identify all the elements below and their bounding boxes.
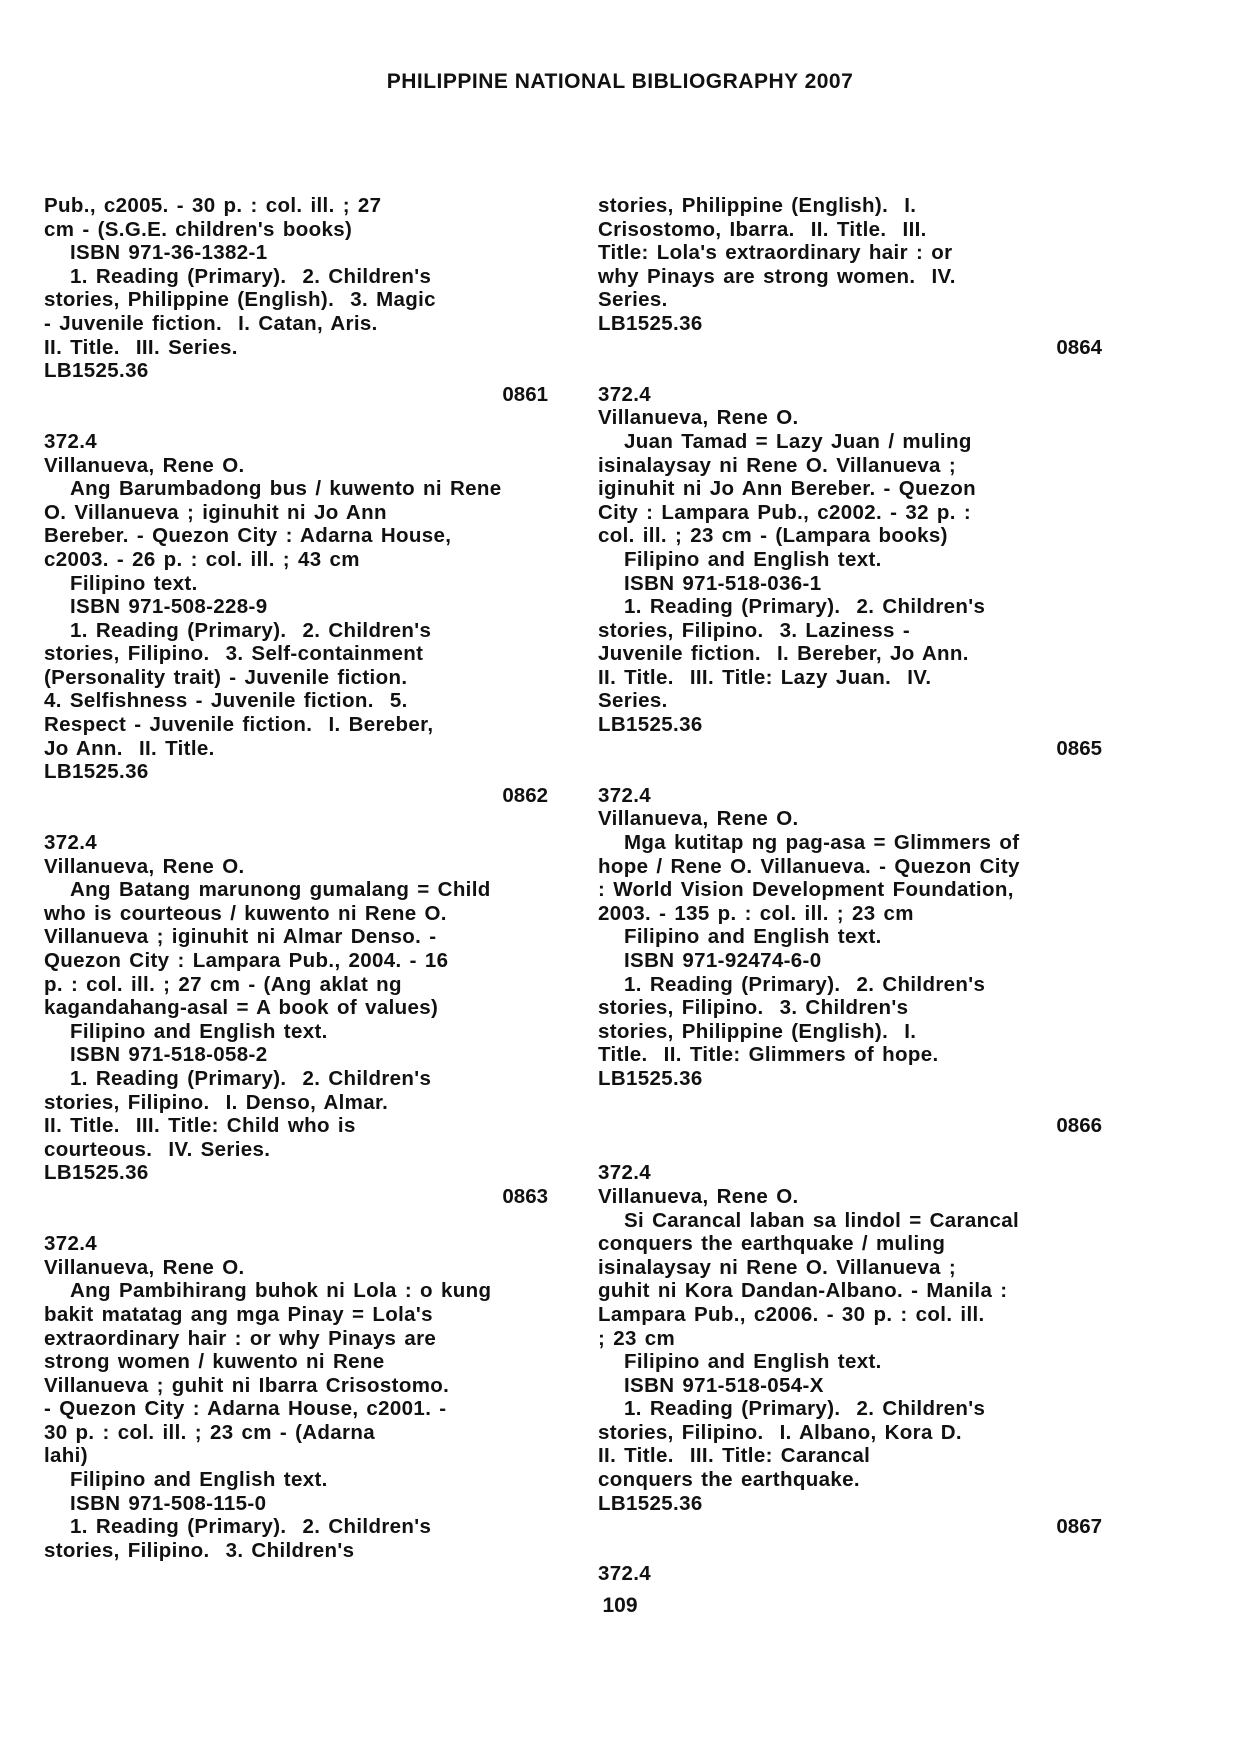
entry-line: 372.4 [598,382,652,406]
entry-line: 372.4 [598,783,652,807]
entry-line: II. Title. III. Title: Carancal [598,1444,871,1468]
entry-line: courteous. IV. Series. [44,1137,271,1161]
entry-line: strong women / kuwento ni Rene [44,1350,385,1374]
entry-line: c2003. - 26 p. : col. ill. ; 43 cm [44,547,360,571]
entry-number: 0864 [1056,335,1102,359]
entry-line: Filipino and English text. [624,1350,882,1374]
entry-line: Ang Barumbadong bus / kuwento ni Rene [70,477,502,501]
entry-number: 0863 [502,1184,548,1208]
blank-line [44,1209,554,1233]
entry-line: ; 23 cm [598,1326,676,1350]
entry-line: stories, Filipino. I. Denso, Almar. [44,1090,389,1114]
entry-line: - Quezon City : Adarna House, c2001. - [44,1397,447,1421]
entry-number: 0866 [1056,1114,1102,1138]
entry-line: Filipino text. [70,571,198,595]
entry-line: O. Villanueva ; iginuhit ni Jo Ann [44,500,387,524]
entry-line: 4. Selfishness - Juvenile fiction. 5. [44,689,408,713]
entry-line: 372.4 [598,1161,652,1185]
entry-line: why Pinays are strong women. IV. [598,264,956,288]
entry-line: Filipino and English text. [70,1019,328,1043]
blank-line [598,359,1108,383]
entry-line: 372.4 [44,1232,98,1256]
entry-line: bakit matatag ang mga Pinay = Lola's [44,1302,433,1326]
entry-line: 372.4 [44,429,98,453]
entry-line: lahi) [44,1444,88,1468]
entry-line: 1. Reading (Primary). 2. Children's [70,264,432,288]
entry-line: Villanueva, Rene O. [44,854,245,878]
entry-line: Title. II. Title: Glimmers of hope. [598,1043,939,1067]
entry-line: Series. [598,288,668,312]
entry-line: LB1525.36 [598,1491,703,1515]
entry-line: - Juvenile fiction. I. Catan, Aris. [44,311,378,335]
entry-line: 1. Reading (Primary). 2. Children's [624,1397,986,1421]
entry-line: Ang Batang marunong gumalang = Child [70,878,491,902]
entry-line: 1. Reading (Primary). 2. Children's [70,1515,432,1539]
blank-line [598,1138,1108,1162]
entry-line: ISBN 971-518-058-2 [70,1043,268,1067]
entry-line: II. Title. III. Title: Child who is [44,1114,356,1138]
entry-line: Respect - Juvenile fiction. I. Bereber, [44,713,434,737]
entry-line: cm - (S.G.E. children's books) [44,217,353,241]
entry-line: ISBN 971-508-115-0 [70,1491,267,1515]
entry-line: 1. Reading (Primary). 2. Children's [70,618,432,642]
entry-line: 1. Reading (Primary). 2. Children's [70,1066,432,1090]
entry-line: Bereber. - Quezon City : Adarna House, [44,524,452,548]
entry-line: kagandahang-asal = A book of values) [44,996,439,1020]
entry-line: Juvenile fiction. I. Bereber, Jo Ann. [598,642,969,666]
entry-line: Villanueva, Rene O. [598,807,799,831]
entry-line: extraordinary hair : or why Pinays are [44,1326,437,1350]
entry-line: isinalaysay ni Rene O. Villanueva ; [598,453,956,477]
entry-line: who is courteous / kuwento ni Rene O. [44,901,447,925]
entry-line: Villanueva, Rene O. [598,406,799,430]
entry-number: 0867 [1056,1515,1102,1539]
page-header: PHILIPPINE NATIONAL BIBLIOGRAPHY 2007 [386,70,854,93]
entry-line: guhit ni Kora Dandan-Albano. - Manila : [598,1279,1008,1303]
entry-line: II. Title. III. Title: Lazy Juan. IV. [598,665,932,689]
entry-line: stories, Filipino. I. Albano, Kora D. [598,1420,962,1444]
entry-line: iginuhit ni Jo Ann Bereber. - Quezon [598,477,977,501]
entry-line: isinalaysay ni Rene O. Villanueva ; [598,1255,956,1279]
entry-number: 0865 [1056,736,1102,760]
entry-number: 0862 [502,783,548,807]
entry-line: Title: Lola's extraordinary hair : or [598,241,953,265]
entry-line: p. : col. ill. ; 27 cm - (Ang aklat ng [44,972,402,996]
entry-line: 372.4 [598,1562,652,1586]
entry-line: Crisostomo, Ibarra. II. Title. III. [598,217,927,241]
blank-line [598,1091,1108,1115]
entry-line: Pub., c2005. - 30 p. : col. ill. ; 27 [44,194,382,217]
entry-line: stories, Philippine (English). I. [598,1019,917,1043]
entry-line: 2003. - 135 p. : col. ill. ; 23 cm [598,901,914,925]
entry-line: Quezon City : Lampara Pub., 2004. - 16 [44,949,449,972]
entry-line: LB1525.36 [598,311,703,335]
entry-line: conquers the earthquake / muling [598,1232,946,1256]
entry-line: (Personality trait) - Juvenile fiction. [44,665,408,689]
entry-line: City : Lampara Pub., c2002. - 32 p. : [598,500,972,524]
entry-line: Si Carancal laban sa lindol = Carancal [624,1208,1020,1232]
entry-line: : World Vision Development Foundation, [598,878,1014,902]
entry-line: Ang Pambihirang buhok ni Lola : o kung [70,1279,492,1303]
entry-line: LB1525.36 [44,359,149,383]
entry-line: stories, Filipino. 3. Self-containment [44,642,424,666]
entry-line: ISBN 971-92474-6-0 [624,949,822,972]
entry-line: Series. [598,689,668,713]
blank-line [44,807,554,831]
entry-line: Filipino and English text. [624,547,882,571]
left-column [44,194,554,1562]
entry-line: LB1525.36 [598,1066,703,1090]
entry-line: stories, Philippine (English). 3. Magic [44,288,436,312]
entry-line: stories, Filipino. 3. Children's [598,996,909,1020]
entry-line: Filipino and English text. [624,925,882,949]
entry-line: 30 p. : col. ill. ; 23 cm - (Adarna [44,1420,375,1444]
entry-line: II. Title. III. Series. [44,335,238,359]
entry-number: 0861 [502,382,548,406]
entry-line: Filipino and English text. [70,1468,328,1492]
entry-line: Villanueva, Rene O. [44,453,245,477]
blank-line [44,406,554,430]
page-number: 109 [602,1594,638,1617]
entry-line: stories, Filipino. 3. Laziness - [598,618,911,642]
entry-line: ISBN 971-36-1382-1 [70,241,268,265]
entry-line: Villanueva ; guhit ni Ibarra Crisostomo. [44,1373,450,1397]
entry-line: Lampara Pub., c2006. - 30 p. : col. ill. [598,1302,985,1326]
entry-line: LB1525.36 [44,760,149,784]
entry-line: 372.4 [44,831,98,855]
entry-line: LB1525.36 [44,1161,149,1185]
entry-line: ISBN 971-518-054-X [624,1373,824,1397]
right-column [598,194,1108,1586]
entry-line: conquers the earthquake. [598,1468,860,1492]
entry-line: Villanueva ; iginuhit ni Almar Denso. - [44,925,437,949]
entry-line: Villanueva, Rene O. [598,1184,799,1208]
entry-line: col. ill. ; 23 cm - (Lampara books) [598,524,948,548]
entry-line: ISBN 971-518-036-1 [624,571,822,595]
entry-line: stories, Filipino. 3. Children's [44,1538,355,1562]
blank-line [598,1539,1108,1563]
entry-line: LB1525.36 [598,713,703,737]
entry-line: stories, Philippine (English). I. [598,194,917,217]
entry-line: 1. Reading (Primary). 2. Children's [624,972,986,996]
entry-line: Juan Tamad = Lazy Juan / muling [624,429,972,453]
blank-line [598,760,1108,784]
entry-line: hope / Rene O. Villanueva. - Quezon City [598,854,1020,878]
entry-line: Jo Ann. II. Title. [44,736,215,760]
entry-line: ISBN 971-508-228-9 [70,595,268,619]
entry-line: Mga kutitap ng pag-asa = Glimmers of [624,831,1020,855]
entry-line: 1. Reading (Primary). 2. Children's [624,595,986,619]
entry-line: Villanueva, Rene O. [44,1255,245,1279]
